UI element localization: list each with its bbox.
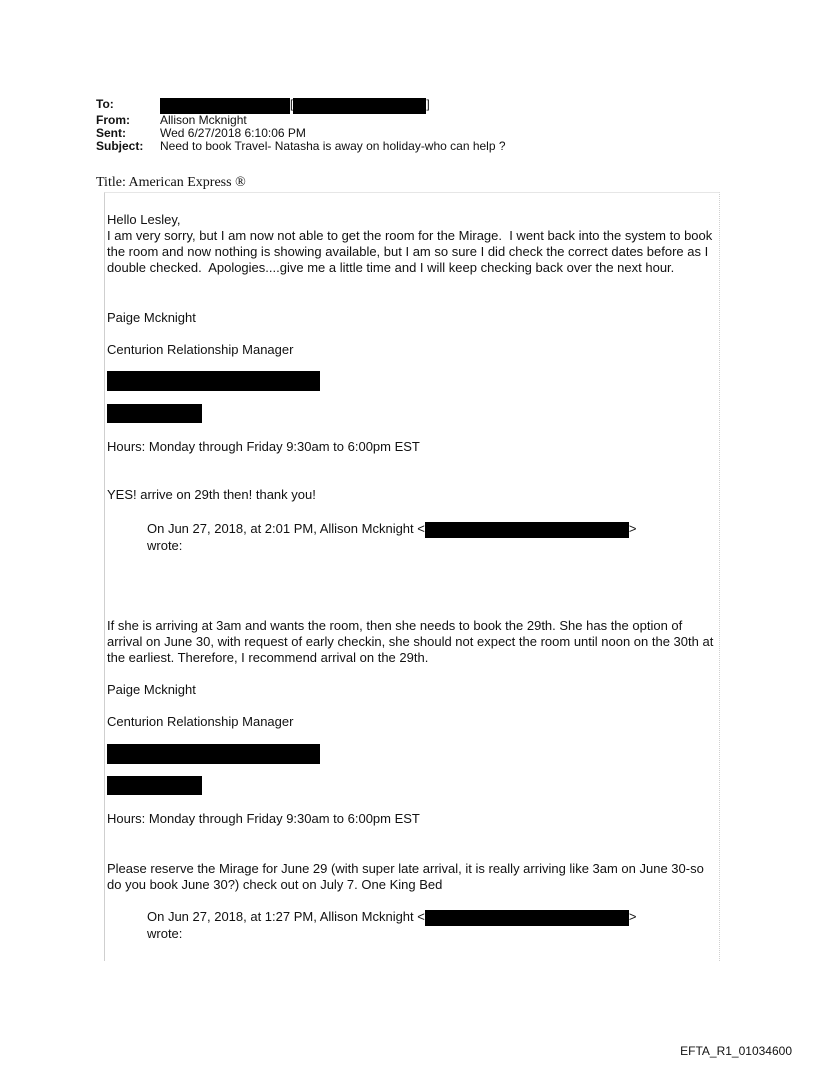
message-body-panel	[104, 192, 720, 961]
redacted-contact-2	[107, 744, 320, 764]
redacted-contact-1	[107, 371, 320, 391]
from-value: Allison Mcknight	[160, 113, 247, 127]
document-id-footer: EFTA_R1_01034600	[680, 1044, 792, 1058]
redacted-email-2	[425, 910, 629, 926]
signature-title-2: Centurion Relationship Manager	[107, 714, 294, 729]
quote-2-wrote: wrote:	[147, 925, 183, 941]
subject-label: Subject:	[96, 139, 144, 153]
hours-2: Hours: Monday through Friday 9:30am to 6:00pm EST	[107, 811, 420, 826]
redacted-phone-2	[107, 776, 202, 795]
signature-name-1: Paige Mcknight	[107, 310, 196, 325]
from-label: From:	[96, 113, 130, 127]
quote-1-wrote: wrote:	[147, 537, 183, 553]
quote-header-1	[147, 521, 707, 554]
redacted-recipient-email	[293, 98, 426, 114]
to-label: To:	[96, 97, 114, 111]
quote-1-prefix: On Jun 27, 2018, at 2:01 PM, Allison Mcknight <	[147, 521, 425, 536]
quote-2-suffix: >	[628, 909, 637, 924]
sent-value: Wed 6/27/2018 6:10:06 PM	[160, 126, 306, 140]
sent-label: Sent:	[96, 126, 126, 140]
redacted-phone-1	[107, 404, 202, 423]
subject-row	[96, 140, 506, 153]
message-paragraph-3: Please reserve the Mirage for June 29 (with super late arrival, it is really arriving like 3am on June 30-so do you book June 30?) check out on July 7. One King Bed	[107, 861, 704, 892]
redacted-email-1	[425, 522, 629, 538]
to-row	[96, 98, 506, 114]
message-paragraph-1: Hello Lesley, I am very sorry, but I am now not able to get the room for the Mirage. I went back into the system to book the room and now nothing is showing available, but I am so sure I did check the correct dates before as I double checked. Apologies....give me a little time and I will keep checking back over the next hour.	[107, 212, 713, 275]
signature-name-2: Paige Mcknight	[107, 682, 196, 697]
quote-header-2	[147, 909, 707, 942]
quote-2-prefix: On Jun 27, 2018, at 1:27 PM, Allison Mcknight <	[147, 909, 425, 924]
redacted-recipient-name	[160, 98, 290, 114]
email-header	[96, 98, 506, 153]
quote-1-suffix: >	[628, 521, 637, 536]
hours-1: Hours: Monday through Friday 9:30am to 6:00pm EST	[107, 439, 420, 454]
message-paragraph-2: If she is arriving at 3am and wants the room, then she needs to book the 29th. She has the option of arrival on June 30, with request of early checkin, she should not expect the room until noon on the 30th at the earliest. Therefore, I recommend arrival on the 29th.	[107, 618, 714, 665]
signature-title-1: Centurion Relationship Manager	[107, 342, 294, 357]
reply-yes: YES! arrive on 29th then! thank you!	[107, 487, 316, 502]
document-title: Title: American Express ®	[96, 175, 246, 190]
to-bracket-close: ]	[426, 97, 430, 111]
subject-value: Need to book Travel- Natasha is away on holiday-who can help ?	[160, 139, 506, 153]
to-bracket-open: [	[290, 97, 294, 111]
